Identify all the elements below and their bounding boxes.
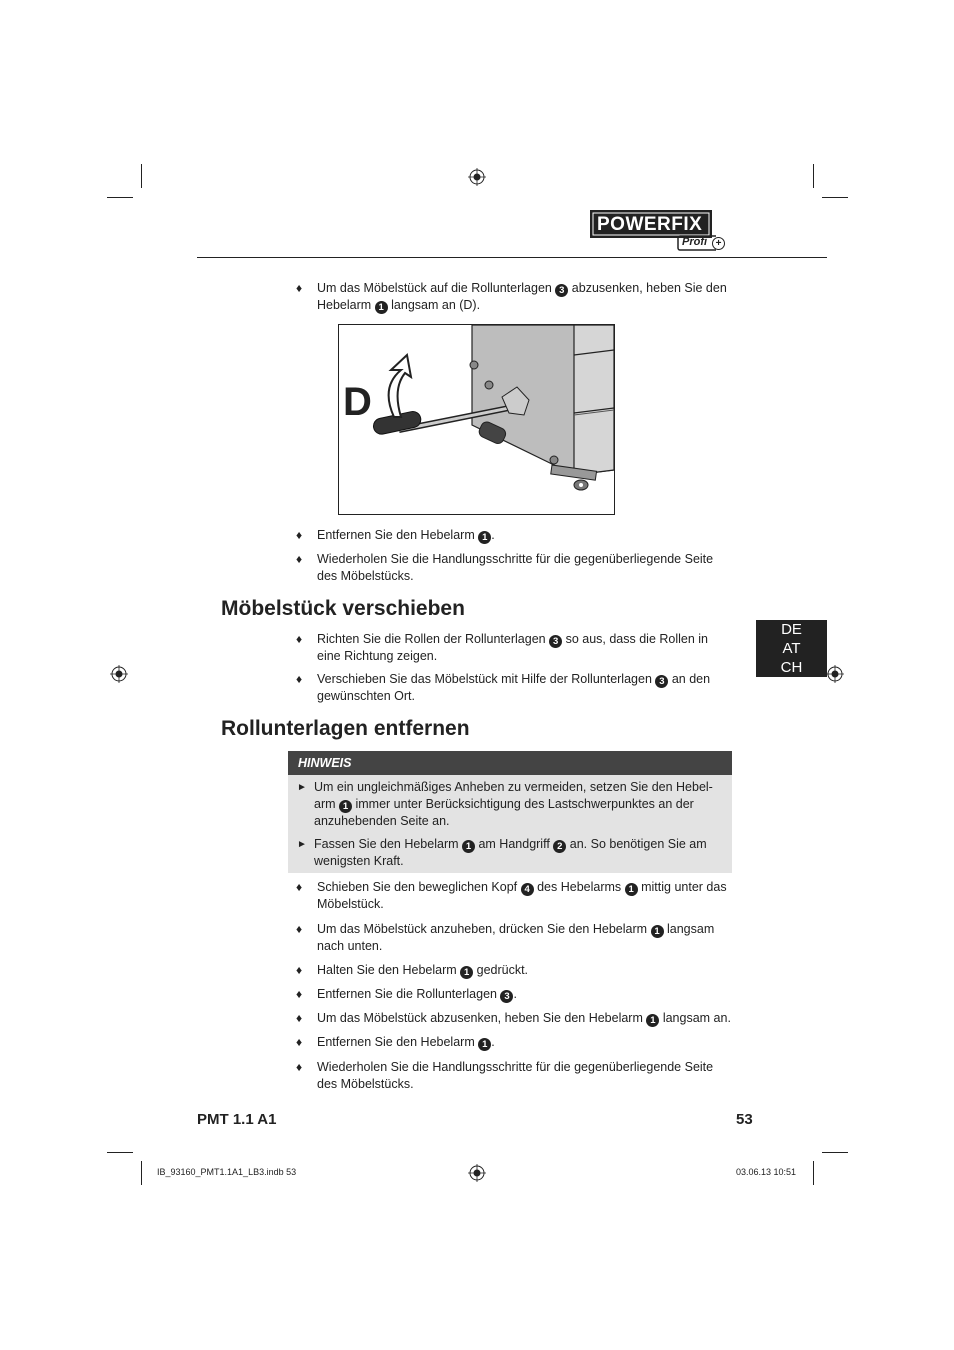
bullet-icon: ♦: [296, 963, 303, 977]
page-number: 53: [736, 1111, 753, 1128]
powerfix-logo: [590, 208, 722, 257]
arrow-bullet-icon: ►: [297, 782, 307, 793]
lang-code: AT: [782, 640, 801, 657]
logo-cross-icon: +: [712, 237, 725, 250]
bullet-icon: ♦: [296, 880, 303, 894]
part-number-badge: 3: [549, 635, 562, 648]
part-number-badge: 3: [500, 990, 513, 1003]
slug-file: IB_93160_PMT1.1A1_LB3.indb 53: [157, 1167, 297, 1177]
part-number-badge: 1: [478, 531, 491, 544]
bullet-icon: ♦: [296, 1035, 303, 1049]
list-item: [296, 879, 736, 915]
list-item-text: Wiederholen Sie die Handlungsschritte für die gegenüberliegende Seite des Möbelstücks.: [317, 1060, 714, 1091]
bullet-icon: ♦: [296, 1060, 303, 1074]
bullet-icon: ♦: [296, 552, 303, 566]
lever-illustration: [339, 325, 614, 514]
list-item: [296, 1010, 736, 1028]
logo-brand-text: POWERFIX: [597, 214, 703, 235]
section-heading: Rollunterlagen entfernen: [221, 717, 470, 740]
list-item: [296, 1034, 736, 1052]
crop-mark-icon: [822, 1152, 848, 1153]
list-item: [296, 671, 736, 707]
crop-mark-icon: [107, 197, 133, 198]
list-item: [296, 1059, 736, 1095]
list-item-text: Schieben Sie den beweglichen Kopf 4 des Hebelarms 1 mittig unter das Möbelstück.: [317, 880, 727, 911]
note-title: HINWEIS: [298, 756, 352, 770]
list-item: [296, 280, 736, 316]
header-rule: [197, 257, 827, 258]
part-number-badge: 4: [521, 883, 534, 896]
list-item: [296, 527, 736, 545]
list-item-text: Entfernen Sie den Hebelarm 1 .: [317, 1035, 495, 1050]
registration-mark-icon: [468, 1164, 486, 1182]
part-number-badge: 1: [646, 1014, 659, 1027]
list-item-text: Wiederholen Sie die Handlungsschritte für die gegenüberliegende Seite des Möbelstücks.: [317, 552, 714, 583]
logo-sub-text: Profi: [682, 236, 708, 248]
registration-mark-icon: [468, 168, 486, 186]
note-box: [288, 751, 732, 873]
list-item-text: Verschieben Sie das Möbelstück mit Hilfe der Rollunterlagen 3 an den gewünschten Ort.: [317, 672, 711, 703]
list-item: [296, 631, 736, 667]
slug-date: 03.06.13 10:51: [736, 1167, 797, 1177]
bullet-icon: ♦: [296, 1011, 303, 1025]
list-item: [296, 962, 736, 980]
illustration-figure: [338, 324, 615, 515]
crop-mark-icon: [822, 197, 848, 198]
part-number-badge: 1: [339, 800, 352, 813]
list-item-text: Um das Möbelstück anzuheben, drücken Sie den Hebelarm 1 langsam nach unten.: [317, 922, 715, 953]
list-item-text: Um das Möbelstück auf die Rollunterlagen 3 abzusenken, heben Sie den Hebelarm 1 langsam an (D).: [317, 281, 727, 313]
crop-mark-icon: [141, 164, 142, 188]
part-number-badge: 3: [555, 284, 568, 297]
section-heading: Möbelstück verschieben: [221, 597, 465, 620]
part-number-badge: 1: [625, 883, 638, 896]
part-number-badge: 1: [375, 301, 388, 314]
model-label: PMT 1.1 A1: [197, 1111, 277, 1128]
list-item-text: Entfernen Sie die Rollunterlagen 3 .: [317, 987, 517, 1002]
list-item-text: Entfernen Sie den Hebelarm 1 .: [317, 528, 495, 543]
part-number-badge: 1: [462, 840, 475, 853]
note-item-text: Fassen Sie den Hebelarm 1 am Handgriff 2 an. So benötigen Sie am wenigsten Kraft.: [314, 837, 707, 868]
registration-mark-icon: [110, 665, 128, 683]
note-item-text: Um ein ungleichmäßiges Anheben zu vermeiden, setzen Sie den Hebel-arm 1 immer unter Berücksichtigung des Lastschwerpunktes an der anzuhebenden Seite an.: [314, 780, 713, 828]
crop-mark-icon: [141, 1161, 142, 1185]
crop-mark-icon: [813, 164, 814, 188]
lang-code: DE: [781, 621, 802, 638]
note-item: [297, 779, 722, 831]
part-number-badge: 1: [478, 1038, 491, 1051]
bullet-icon: ♦: [296, 281, 303, 295]
crop-mark-icon: [813, 1161, 814, 1185]
list-item: [296, 551, 736, 587]
part-number-badge: 3: [655, 675, 668, 688]
registration-mark-icon: [826, 665, 844, 683]
note-item: [297, 836, 722, 872]
bullet-icon: ♦: [296, 922, 303, 936]
part-number-badge: 1: [460, 966, 473, 979]
list-item-text: Richten Sie die Rollen der Rollunterlagen 3 so aus, dass die Rollen in eine Richtung zeigen.: [317, 632, 709, 663]
bullet-icon: ♦: [296, 987, 303, 1001]
lang-code: CH: [780, 659, 803, 676]
list-item-text: Um das Möbelstück abzusenken, heben Sie den Hebelarm 1 langsam an.: [317, 1011, 731, 1026]
list-item: [296, 921, 736, 957]
list-item-text: Halten Sie den Hebelarm 1 gedrückt.: [317, 963, 529, 978]
note-header: [288, 751, 732, 775]
part-number-badge: 2: [553, 840, 566, 853]
part-number-badge: 1: [651, 925, 664, 938]
bullet-icon: ♦: [296, 528, 303, 542]
bullet-icon: ♦: [296, 632, 303, 646]
arrow-bullet-icon: ►: [297, 839, 307, 850]
list-item: [296, 986, 736, 1004]
language-tab: [756, 620, 827, 677]
figure-label: D: [343, 380, 372, 424]
bullet-icon: ♦: [296, 672, 303, 686]
crop-mark-icon: [107, 1152, 133, 1153]
